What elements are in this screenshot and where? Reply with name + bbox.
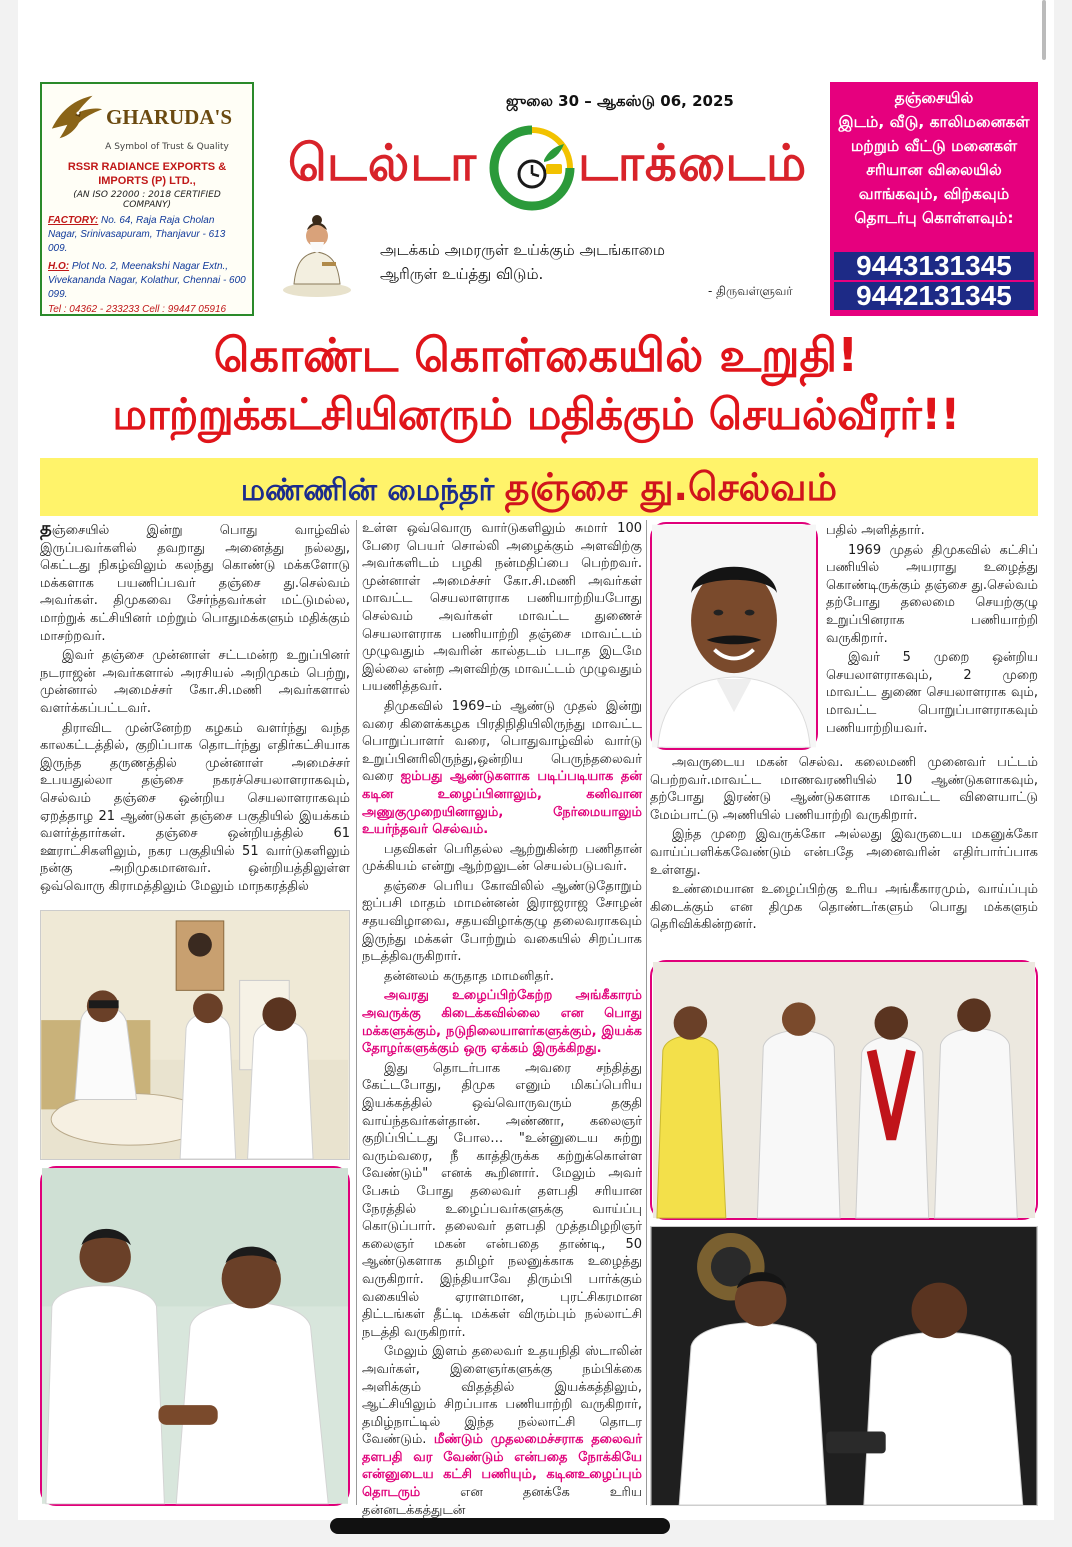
column-divider bbox=[646, 520, 647, 1505]
masthead-title-left: டெல்டா bbox=[288, 134, 478, 192]
ho-address-text: Plot No. 2, Meenakshi Nagar Extn., Vivekananda Nagar, Kolathur, Chennai - 600 099. bbox=[48, 261, 246, 300]
ad-line-5: வாங்கவும், விற்கவும் bbox=[858, 185, 1010, 203]
paragraph: திராவிட முன்னேற்ற கழகம் வளர்ந்து வந்த காலகட்டத்தில், குறிப்பாக தொடர்ந்து எதிர்கட்சியாக இருந்த தருணத்தில் முன்னாள் அமைச்சர் உபயதுல்லா தஞ்சை நகரச்செயலாளராகவும், செல்வம் தஞ்சை ஒன்றிய செயலாளராகவும் ஏறத்தாழ 21 ஆண்டுகள் தஞ்சை பகுதியில் இயக்கம் வளர்த்தார்கள். தஞ்சை ஒன்றியத்தில் 61 ஊராட்சிகளிலும், நகர பகுதியில் 51 வார்டுகளிலும் நன்கு அறிமுகமானவர். ஒன்றியத்திலுள்ள ஒவ்வொரு கிராமத்திலும் மேலும் மாநகரத்தில் bbox=[40, 720, 350, 894]
subheadline-prefix: மண்ணின் மைந்தர் bbox=[240, 473, 505, 508]
paragraph: பதவிகள் பெரிதல்ல ஆற்றுகின்ற பணிதான் முக்கியம் என்று ஆற்றலுடன் செயல்படுபவர். bbox=[362, 841, 642, 875]
ad-line-4: சரியான விலையில் bbox=[866, 161, 1002, 179]
headline-line-1: கொண்ட கொள்கையில் உறுதி! bbox=[213, 328, 859, 382]
group-photo-image bbox=[651, 1227, 1037, 1505]
paragraph bbox=[362, 1343, 642, 1519]
contact-numbers: Tel : 04362 - 233233 Cell : 99447 05916 bbox=[48, 304, 227, 315]
masthead bbox=[288, 124, 808, 214]
paragraph: அவருடைய மகன் செல்வ. கலைமணி முனைவர் பட்டம் பெற்றவர்.மாவட்ட மாணவரணியில் 10 ஆண்டுகளாகவும், தற்போது இரண்டு ஆண்டுகளாக மாவட்ட விளையாட்டு மேம்பாட்டு அணியில் பணியாற்றி வருகிறார். bbox=[650, 755, 1038, 823]
quote-source: - திருவள்ளுவர் bbox=[708, 284, 793, 298]
ad-right-text bbox=[830, 82, 1038, 230]
paragraph-text: ஞ்சையில் இன்று பொது வாழ்வில் இருப்பவர்களில் தவறாது அனைத்து நல்லது, கெட்டது நிகழ்விலும் கலந்து கொண்டு மக்களோடு மக்களாக பயணிப்பவர் தஞ்சை து.செல்வம் அவர்கள். திமுகவை சேர்ந்தவர்கள் மட்டுமல்ல, மாற்றுக் கட்சியினர் மற்றும் பொதுமக்களும் மதிக்கும் மாசற்றவர். bbox=[40, 523, 350, 644]
ad-line-3: மற்றும் வீட்டு மனைகள் bbox=[850, 137, 1018, 155]
highlighted-text: மீண்டும் முதலமைச்சராக தலைவர் தளபதி வர வேண்டும் என்பதை நோக்கியே என்னுடைய கட்சி பணியும், கடினஉழைப்பும் தொடரும் bbox=[362, 1432, 642, 1501]
gharudas-advertisement bbox=[40, 82, 254, 316]
paragraph: 1969 முதல் திமுகவில் கட்சிப் பணியில் அயராது உழைத்து கொண்டிருக்கும் தஞ்சை து.செல்வம் தற்போது தலைமை செயற்குழு உறுப்பினராக பணியாற்றி வருகிறார். bbox=[826, 542, 1038, 646]
scrollbar[interactable] bbox=[1042, 0, 1046, 60]
newspaper-page bbox=[18, 0, 1054, 1520]
paragraph: தன்னலம் கருதாத மாமனிதர். bbox=[384, 968, 554, 984]
group-photo-image bbox=[41, 911, 349, 1159]
paragraph-text: திமுகவில் 1969–ம் ஆண்டு முதல் இன்று வரை கிளைக்கழக பிரதிநிதியிலிருந்து மாவட்ட பொறுப்பாளர் வரை, பொதுவாழ்வில் வார்டு உறுப்பினரிலிருந்து,ஒன்றிய பெருந்தலைவர் வரை bbox=[362, 698, 642, 785]
quote-line-2: ஆரிருள் உய்த்து விடும். bbox=[380, 265, 544, 283]
paragraph bbox=[40, 520, 350, 645]
head-office-address bbox=[48, 260, 246, 302]
paragraph-text: என தனக்கே உரிய தன்னடக்கத்துடன் bbox=[362, 1485, 642, 1518]
subheadline-bar bbox=[40, 458, 1038, 516]
thirukkural-quote bbox=[380, 238, 665, 286]
photo-with-kalaignar bbox=[40, 910, 350, 1160]
article-column-2 bbox=[362, 520, 642, 1518]
article-column-1 bbox=[40, 520, 350, 905]
real-estate-advertisement bbox=[830, 82, 1038, 316]
article-column-3 bbox=[826, 522, 1038, 752]
portrait-image bbox=[652, 524, 816, 748]
column-divider bbox=[356, 520, 357, 1505]
paragraph: பதில் அளித்தார். bbox=[826, 523, 925, 538]
thiruvalluvar-illustration-icon bbox=[280, 210, 354, 298]
issue-date: ஜுலை 30 – ஆகஸ்டு 06, 2025 bbox=[506, 92, 734, 110]
iso-note: (AN ISO 22000 : 2018 CERTIFIED COMPANY) bbox=[73, 190, 221, 210]
photo-with-chief-minister bbox=[40, 1166, 350, 1506]
phone-number-1: 9443131345 bbox=[834, 252, 1034, 280]
photo-with-deputy-leader bbox=[650, 1226, 1038, 1506]
group-photo-image bbox=[652, 962, 1036, 1218]
portrait-photo bbox=[650, 522, 818, 750]
paragraph: இவர் 5 முறை ஒன்றிய செயலாளராகவும், 2 முறை மாவட்ட துணை செயலாளராக வும், மாவட்ட பொறுப்பாளராகவும் பணியாற்றியவர். bbox=[826, 650, 1038, 736]
quote-line-1: அடக்கம் அமரருள் உய்க்கும் அடங்காமை bbox=[380, 241, 665, 259]
brand-row bbox=[48, 88, 246, 146]
factory-address bbox=[48, 214, 246, 256]
clock-leaf-logo-icon bbox=[484, 124, 580, 210]
paragraph bbox=[362, 698, 642, 839]
paragraph: இந்த முறை இவருக்கோ அல்லது இவருடைய மகனுக்கோ வாய்ப்பளிக்கவேண்டும் என்பதே அனைவரின் எதிர்பார்ப்பாக உள்ளது. bbox=[650, 827, 1038, 878]
eagle-logo-icon bbox=[48, 89, 106, 145]
highlighted-text: ஐம்பது ஆண்டுகளாக படிப்படியாக தன் கடின உழைப்பினாலும், கனிவான அணுகுமுறையினாலும், நேர்மையாலும் உயர்ந்தவர் செல்வம். bbox=[362, 769, 642, 838]
ad-line-6: தொடர்பு கொள்ளவும்: bbox=[854, 209, 1014, 227]
subheadline-name: தஞ்சை து.செல்வம் bbox=[504, 465, 838, 509]
paragraph-text: மேலும் இளம் தலைவர் உதயநிதி ஸ்டாலின் அவர்கள், இளைஞர்களுக்கு நம்பிக்கை அளிக்கும் விதத்தில் இயக்கத்திலும், ஆட்சியிலும் சிறப்பாக பணியாற்றி வருகிறார், தமிழ்நாட்டில் இந்த நல்லாட்சி தொடர வேண்டும். bbox=[362, 1344, 642, 1448]
brand-name: GHARUDA'S bbox=[106, 104, 233, 129]
highlighted-paragraph: அவரது உழைப்பிற்கேற்ற அங்கீகாரம் அவருக்கு கிடைக்கவில்லை என பொது மக்களுக்கும், நடுநிலையாளர்களுக்கும், இயக்க தோழர்களுக்கும் ஒரு ஏக்கம் இருக்கிறது. bbox=[362, 988, 642, 1057]
factory-address-text: No. 64, Raja Raja Cholan Nagar, Srinivasapuram, Thanjavur - 613 009. bbox=[48, 215, 226, 254]
article-column-4 bbox=[650, 754, 1038, 958]
drop-cap: த bbox=[40, 518, 52, 539]
masthead-title-right: டாக்டைம் bbox=[578, 134, 808, 192]
ad-line-1: தஞ்சையில் bbox=[894, 89, 974, 107]
ho-label: H.O: bbox=[48, 261, 70, 272]
paragraph: இது தொடர்பாக அவரை சந்தித்து கேட்டபோது, திமுக எனும் மிகப்பெரிய இயக்கத்தில் ஒவ்வொருவரும் தகுதி வாய்ந்தவர்கள்தான். அண்ணா, கலைஞர் குறிப்பிட்டது போல… "உன்னுடைய சுற்று வரும்வரை, நீ காத்திருக்க கற்றுக்கொள்ள வேண்டும்" எனக் கூறினார். மேலும் அவர் பேசும் போது தலைவர் தளபதி சரியான நேரத்தில் உழைப்பவர்களுக்கு வாய்ப்பு கொடுப்பார். தலைவர் தளபதி முத்தமிழறிஞர் கலைஞர் மகன் என்பதை தாண்டி, 50 ஆண்டுகளாக தமிழர் நலனுக்காக உழைத்து வருகிறார். இந்தியாவே திரும்பி பார்க்கும் வகையில் ஏராளமான, புரட்சிகரமான திட்டங்கள் தீட்டி மக்கள் விரும்பும் நல்லாட்சி நடத்தி வருகிறார். bbox=[362, 1060, 642, 1340]
brand-tagline: A Symbol of Trust & Quality bbox=[105, 142, 229, 152]
phone-number-2: 9442131345 bbox=[834, 282, 1034, 310]
factory-label: FACTORY: bbox=[48, 215, 99, 226]
paragraph: உள்ள ஒவ்வொரு வார்டுகளிலும் சுமார் 100 பேரை பெயர் சொல்லி அழைக்கும் அளவிற்கு அவர்களிடம் பழகி நன்மதிப்பை பெற்றவர். முன்னாள் அமைச்சர் கோ.சி.மணி அவர்கள் மாவட்ட செயலாளராக பணியாற்றியபோது செல்வம் அவர்கள் மாவட்ட துணைச் செயலாளராக பணியாற்றி தஞ்சை மாவட்டம் முழுவதும் அவரின் கால்தடம் படாத இடமே இல்லை என்ற அளவிற்கு மாவட்டம் முழுவதும் பயணித்தவர். bbox=[362, 521, 642, 695]
headline-line-2: மாற்றுக்கட்சியினரும் மதிக்கும் செயல்வீரர்!! bbox=[112, 390, 960, 440]
group-photo-image bbox=[42, 1168, 348, 1504]
photo-group-with-leaders bbox=[650, 960, 1038, 1220]
paragraph: தஞ்சை பெரிய கோவிலில் ஆண்டுதோறும் ஐப்பசி மாதம் மாமன்னன் இராஜராஜ சோழன் சதயவிழாவை, சதயவிழாக்குழு தலைவராகவும் இருந்து மக்கள் போற்றும் வகையில் சிறப்பாக நடத்திவருகிறார். bbox=[362, 878, 642, 965]
home-indicator[interactable] bbox=[330, 1518, 670, 1534]
paragraph: இவர் தஞ்சை முன்னாள் சட்டமன்ற உறுப்பினர் நடராஜன் அவர்களால் அரசியல் அறிமுகம் பெற்று, முன்னால் அமைச்சர் கோ.சி.மணி அவர்களால் வளர்க்கப்பட்டவர். bbox=[40, 648, 350, 716]
paragraph: உண்மையான உழைப்பிற்கு உரிய அங்கீகாரமும், வாய்ப்பும் கிடைக்கும் என திமுக தொண்டர்களும் பொது மக்களும் தெரிவிக்கின்றனர். bbox=[650, 882, 1038, 933]
company-name: RSSR RADIANCE EXPORTS & IMPORTS (P) LTD., bbox=[67, 161, 227, 187]
ad-line-2: இடம், வீடு, காலிமனைகள் bbox=[838, 113, 1030, 131]
